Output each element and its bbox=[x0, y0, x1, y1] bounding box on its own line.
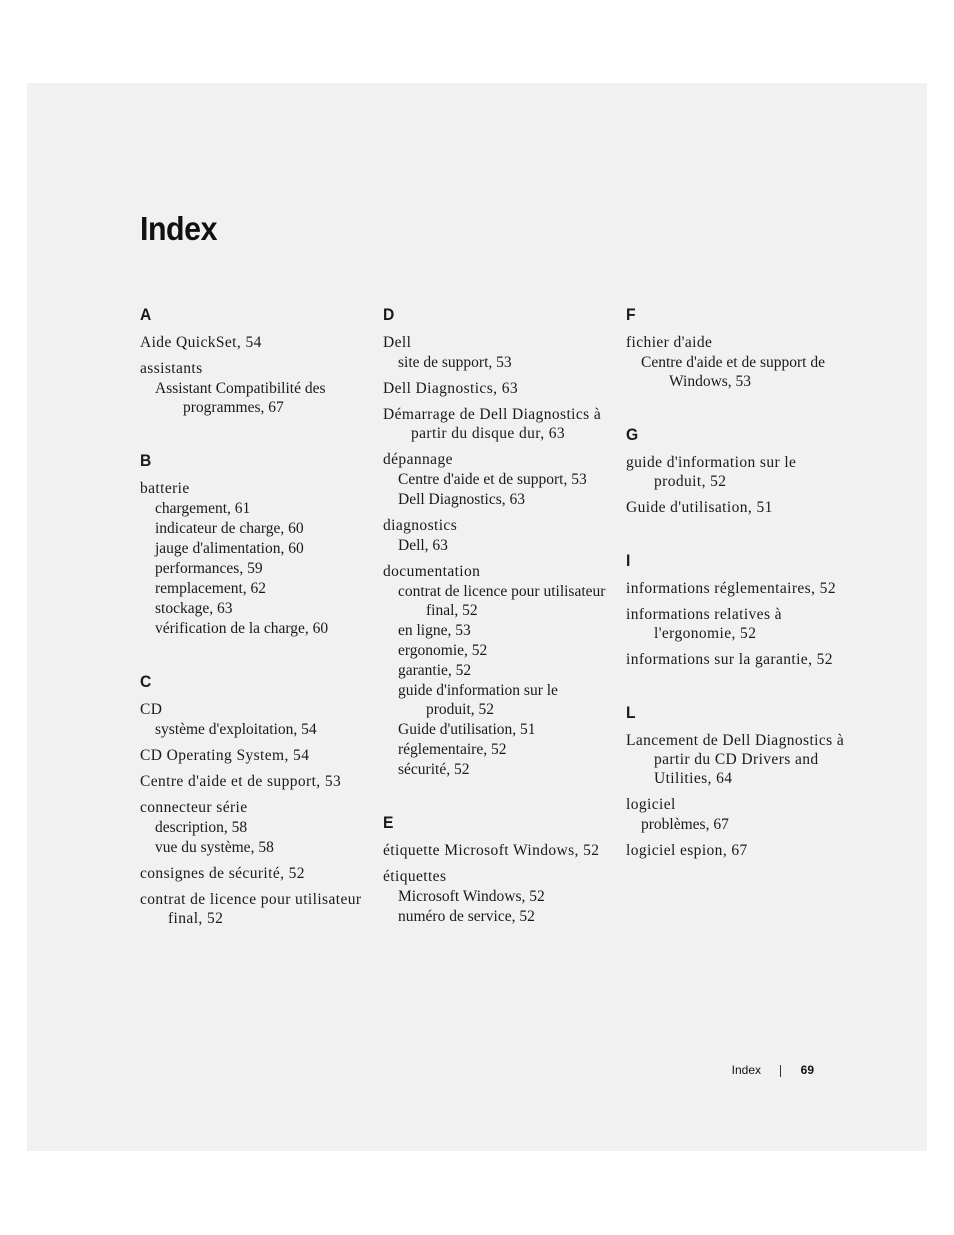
section-letter: C bbox=[140, 672, 152, 691]
index-section bbox=[140, 451, 365, 638]
index-entry bbox=[626, 579, 846, 598]
index-entry bbox=[383, 333, 608, 372]
index-term: étiquette Microsoft Windows, 52 bbox=[383, 842, 600, 859]
section-letter: F bbox=[626, 305, 636, 324]
index-section bbox=[383, 305, 608, 779]
index-term: dépannage bbox=[383, 451, 453, 468]
index-term: Dell Diagnostics, 63 bbox=[383, 380, 518, 397]
index-subentry: réglementaire, 52 bbox=[398, 741, 507, 758]
index-term: logiciel espion, 67 bbox=[626, 842, 748, 859]
index-subentry: Guide d'utilisation, 51 bbox=[398, 721, 536, 738]
section-letter: D bbox=[383, 305, 395, 324]
index-subentry: vue du système, 58 bbox=[155, 839, 274, 856]
index-entry bbox=[140, 798, 365, 857]
section-letter: B bbox=[140, 451, 152, 470]
index-subentry: contrat de licence pour utilisateur final, 52 bbox=[398, 583, 606, 619]
page-number: 69 bbox=[800, 1063, 814, 1077]
index-term: documentation bbox=[383, 563, 481, 580]
index-entry bbox=[626, 453, 846, 491]
index-subentry: indicateur de charge, 60 bbox=[155, 520, 304, 537]
index-subentry: Centre d'aide et de support de Windows, 53 bbox=[641, 354, 825, 390]
index-subentry: sécurité, 52 bbox=[398, 761, 470, 778]
index-entry bbox=[626, 650, 846, 669]
index-subentry: performances, 59 bbox=[155, 560, 263, 577]
index-subentry: système d'exploitation, 54 bbox=[155, 721, 317, 738]
index-column-1 bbox=[140, 300, 365, 928]
index-subentry: ergonomie, 52 bbox=[398, 642, 488, 659]
index-term: diagnostics bbox=[383, 517, 458, 534]
index-section bbox=[383, 813, 608, 926]
index-term: contrat de licence pour utilisateur final, 52 bbox=[140, 891, 362, 927]
index-subentry: remplacement, 62 bbox=[155, 580, 267, 597]
index-subentry: jauge d'alimentation, 60 bbox=[155, 540, 304, 557]
index-subentry: stockage, 63 bbox=[155, 600, 233, 617]
index-subentry: Assistant Compatibilité des programmes, 67 bbox=[155, 380, 326, 416]
index-subentry: vérification de la charge, 60 bbox=[155, 620, 329, 637]
index-term: informations relatives à l'ergonomie, 52 bbox=[626, 606, 782, 642]
index-term: Guide d'utilisation, 51 bbox=[626, 499, 773, 516]
index-section bbox=[626, 425, 846, 517]
index-entry bbox=[140, 746, 365, 765]
index-term: Lancement de Dell Diagnostics à partir du CD Drivers and Utilities, 64 bbox=[626, 732, 845, 787]
index-entry bbox=[383, 450, 608, 509]
index-entry bbox=[140, 890, 365, 928]
index-subentry: Microsoft Windows, 52 bbox=[398, 888, 545, 905]
footer-label: Index bbox=[731, 1063, 761, 1077]
index-term: logiciel bbox=[626, 796, 676, 813]
index-entry bbox=[140, 359, 365, 417]
index-entry bbox=[140, 864, 365, 883]
index-term: fichier d'aide bbox=[626, 334, 713, 351]
index-subentry: numéro de service, 52 bbox=[398, 908, 535, 925]
section-letter: E bbox=[383, 813, 394, 832]
index-term: consignes de sécurité, 52 bbox=[140, 865, 305, 882]
index-entry bbox=[626, 605, 846, 643]
index-subentry: chargement, 61 bbox=[155, 500, 251, 517]
index-term: batterie bbox=[140, 480, 190, 497]
page-title: Index bbox=[140, 210, 218, 247]
index-entry bbox=[626, 841, 846, 860]
index-entry bbox=[626, 333, 846, 391]
footer-separator bbox=[780, 1065, 781, 1077]
index-subentry: description, 58 bbox=[155, 819, 248, 836]
index-term: CD bbox=[140, 701, 163, 718]
section-letter: I bbox=[626, 551, 631, 570]
index-term: guide d'information sur le produit, 52 bbox=[626, 454, 797, 490]
index-entry bbox=[140, 479, 365, 638]
index-term: informations sur la garantie, 52 bbox=[626, 651, 833, 668]
index-entry bbox=[626, 498, 846, 517]
index-section bbox=[140, 672, 365, 928]
index-entry bbox=[140, 333, 365, 352]
index-entry bbox=[383, 562, 608, 779]
section-letter: G bbox=[626, 425, 639, 444]
index-entry bbox=[383, 841, 608, 860]
index-entry bbox=[383, 405, 608, 443]
section-letter: L bbox=[626, 703, 636, 722]
index-entry bbox=[383, 516, 608, 555]
index-subentry: Dell Diagnostics, 63 bbox=[398, 491, 525, 508]
index-subentry: en ligne, 53 bbox=[398, 622, 471, 639]
index-term: Dell bbox=[383, 334, 412, 351]
index-entry bbox=[626, 795, 846, 834]
index-term: Aide QuickSet, 54 bbox=[140, 334, 262, 351]
index-subentry: Centre d'aide et de support, 53 bbox=[398, 471, 587, 488]
index-entry bbox=[383, 379, 608, 398]
index-column-3 bbox=[626, 300, 846, 860]
index-subentry: problèmes, 67 bbox=[641, 816, 729, 833]
index-column-2 bbox=[383, 300, 608, 926]
index-section bbox=[140, 305, 365, 417]
index-entry bbox=[626, 731, 846, 788]
index-term: informations réglementaires, 52 bbox=[626, 580, 836, 597]
index-subentry: garantie, 52 bbox=[398, 662, 472, 679]
index-term: connecteur série bbox=[140, 799, 248, 816]
index-subentry: guide d'information sur le produit, 52 bbox=[398, 682, 558, 718]
index-term: assistants bbox=[140, 360, 203, 377]
index-entry bbox=[383, 867, 608, 926]
index-section bbox=[626, 703, 846, 860]
index-term: Centre d'aide et de support, 53 bbox=[140, 773, 342, 790]
index-subentry: site de support, 53 bbox=[398, 354, 512, 371]
index-term: étiquettes bbox=[383, 868, 447, 885]
index-entry bbox=[140, 700, 365, 739]
index-entry bbox=[140, 772, 365, 791]
page-footer bbox=[600, 1062, 814, 1078]
section-letter: A bbox=[140, 305, 152, 324]
index-term: Démarrage de Dell Diagnostics à partir du disque dur, 63 bbox=[383, 406, 602, 442]
index-section bbox=[626, 551, 846, 669]
index-subentry: Dell, 63 bbox=[398, 537, 448, 554]
index-term: CD Operating System, 54 bbox=[140, 747, 310, 764]
index-section bbox=[626, 305, 846, 391]
